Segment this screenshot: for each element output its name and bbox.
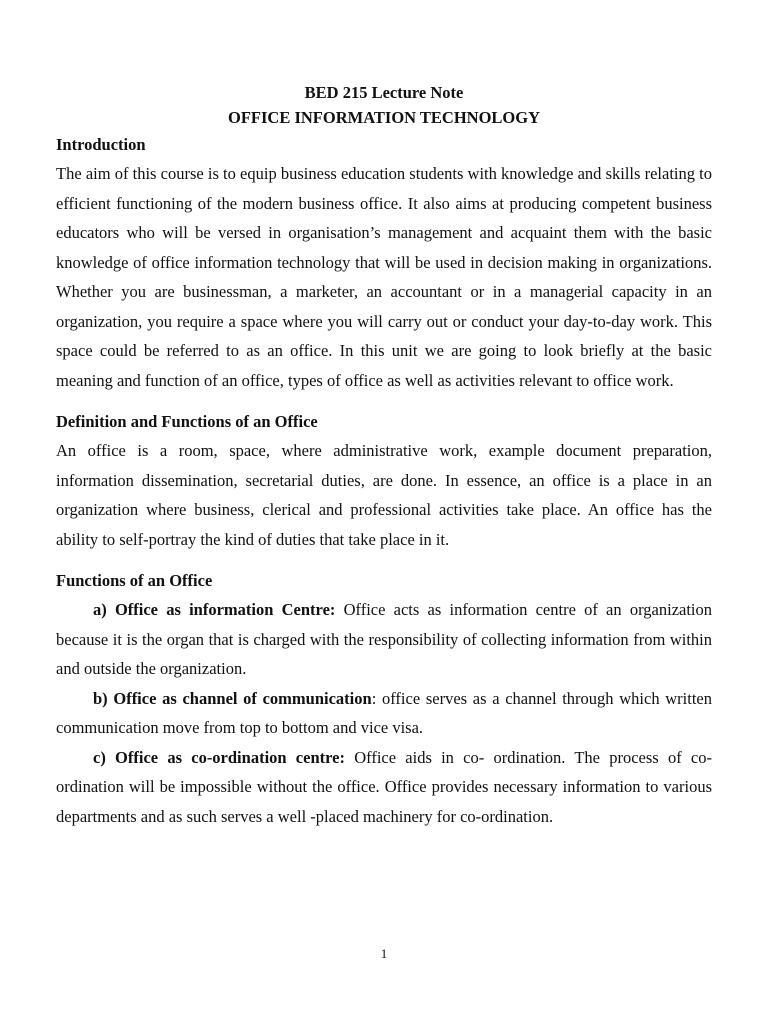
function-item-channel-of-communication: [56, 684, 712, 743]
function-label: b) Office as channel of communication: [93, 688, 372, 708]
section-spacer: [56, 395, 712, 407]
function-text: : office serves as a channel through which written communication move from top to bottom and vice visa.: [56, 688, 712, 737]
document-page: [56, 80, 712, 831]
definition-paragraph: An office is a room, space, where administrative work, example document preparation, information dissemination, secretarial duties, are done. In essence, an office is a place in an organization where business, clerical and professional activities take place. An office has the ability to self-portray the kind of duties that take place in it.: [56, 441, 712, 549]
function-text: Office aids in co- ordination. The process of co-ordination will be impossible without the office. Office provides necessary information to various departments and as such serves a well -placed machinery for co-ordination.: [56, 747, 712, 826]
definition-heading: Definition and Functions of an Office: [56, 412, 318, 431]
course-title: BED 215 Lecture Note: [304, 83, 464, 102]
introduction-heading: Introduction: [56, 135, 146, 154]
introduction-paragraph: The aim of this course is to equip business education students with knowledge and skills relating to efficient functioning of the modern business office. It also aims at producing competent business educators who will be versed in organisation’s management and acquaint them with the basic knowledge of office information technology that will be used in decision making in organizations. Whether you are businessman, a marketer, an accountant or in a managerial capacity in an organization, you require a space where you will carry out or conduct your day-to-day work. This space could be referred to as an office. In this unit we are going to look briefly at the basic meaning and function of an office, types of office as well as activities relevant to office work.: [56, 164, 712, 390]
function-label: a) Office as information Centre:: [93, 600, 336, 619]
section-spacer: [56, 554, 712, 566]
page-number: 1: [380, 946, 388, 961]
function-label: c) Office as co-ordination centre:: [93, 747, 345, 767]
function-item-information-centre: [56, 595, 712, 684]
function-item-coordination-centre: [56, 743, 712, 832]
functions-heading: Functions of an Office: [56, 571, 213, 590]
subject-title: OFFICE INFORMATION TECHNOLOGY: [228, 108, 540, 127]
function-text: Office acts as information centre of an organization because it is the organ that is charged with the responsibility of collecting information from within and outside the organization.: [56, 600, 713, 678]
